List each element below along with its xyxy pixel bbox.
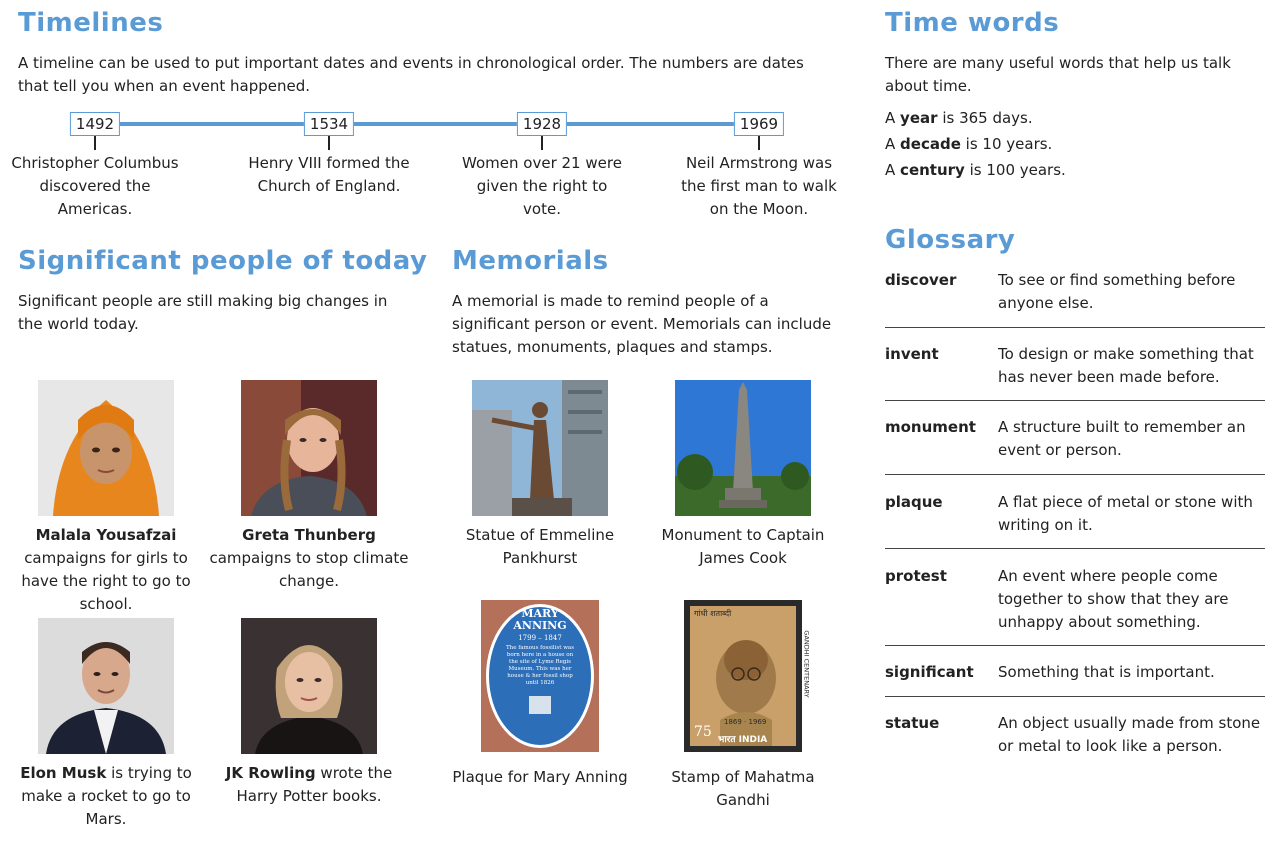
- person-caption: Elon Musk is trying to make a rocket to go to Mars.: [20, 764, 192, 828]
- timeline-tick: [758, 136, 760, 150]
- memorial-card-monument: [643, 380, 843, 570]
- timelines-heading: Timelines: [18, 8, 164, 38]
- time-word-century: A century is 100 years.: [885, 161, 1066, 179]
- glossary-term: protest: [885, 567, 947, 585]
- glossary-divider: [885, 474, 1265, 475]
- jk-rowling-photo: [241, 618, 377, 754]
- elon-photo: [38, 618, 174, 754]
- glossary-term: invent: [885, 345, 939, 363]
- glossary-divider: [885, 400, 1265, 401]
- glossary-term: monument: [885, 418, 976, 436]
- person-card-elon: [6, 618, 206, 831]
- memorial-card-stamp: [643, 600, 843, 812]
- time-word-year: A year is 365 days.: [885, 109, 1033, 127]
- person-caption: Malala Yousafzai campaigns for girls to have the right to go to school.: [21, 526, 191, 613]
- glossary-entry: [885, 343, 1265, 389]
- statue-photo: [472, 380, 608, 516]
- plaque-name: MARY ANNING: [513, 607, 567, 632]
- time-words-heading: Time words: [885, 8, 1060, 38]
- glossary-definition: To see or find something before anyone else.: [998, 271, 1236, 312]
- memorial-caption: Plaque for Mary Anning: [452, 768, 628, 786]
- person-caption: JK Rowling wrote the Harry Potter books.: [225, 764, 393, 805]
- plaque-photo: [481, 600, 599, 752]
- glossary-heading: Glossary: [885, 225, 1016, 255]
- glossary-entry: [885, 661, 1265, 684]
- glossary-entry: [885, 565, 1265, 634]
- person-card-malala: [6, 380, 206, 616]
- stamp-years: 1869 · 1969: [724, 718, 767, 726]
- timeline-line: [96, 122, 760, 126]
- person-caption: Greta Thunberg campaigns to stop climate change.: [209, 526, 409, 590]
- timeline-event-text: Henry VIII formed the Church of England.: [248, 154, 410, 195]
- timeline-year: 1928: [517, 112, 567, 136]
- glossary-divider: [885, 548, 1265, 549]
- person-card-jk-rowling: [209, 618, 409, 808]
- glossary-entry: [885, 491, 1265, 537]
- timeline-event-text: Neil Armstrong was the first man to walk on the Moon.: [681, 154, 837, 218]
- glossary-entry: [885, 269, 1265, 315]
- glossary-term: discover: [885, 271, 957, 289]
- plaque-body: The famous fossilist was born here in a house on the site of Lyme Regis Museum. This was her house & her fossil shop until 1826: [505, 645, 575, 686]
- timeline-event-text: Women over 21 were given the right to vote.: [462, 154, 622, 218]
- timeline-year: 1534: [304, 112, 354, 136]
- glossary-divider: [885, 327, 1265, 328]
- glossary-term: statue: [885, 714, 940, 732]
- malala-photo: [38, 380, 174, 516]
- significant-people-intro: Significant people are still making big changes in the world today.: [18, 292, 388, 333]
- timeline-event-text: Christopher Columbus discovered the Americas.: [11, 154, 179, 218]
- time-word-decade: A decade is 10 years.: [885, 135, 1053, 153]
- timeline-year: 1492: [70, 112, 120, 136]
- plaque-dates: 1799 – 1847: [518, 634, 562, 642]
- glossary-term: plaque: [885, 493, 943, 511]
- timelines-intro: A timeline can be used to put important dates and events in chronological order. The numbers are dates that tell you when an event happened.: [18, 54, 804, 95]
- timeline-year: 1969: [734, 112, 784, 136]
- memorial-card-plaque: [440, 600, 640, 789]
- glossary-definition: A structure built to remember an event or person.: [998, 418, 1246, 459]
- time-words-intro: There are many useful words that help us talk about time.: [885, 54, 1231, 95]
- stamp-country: भारत INDIA: [718, 735, 768, 745]
- significant-people-heading: Significant people of today: [18, 246, 428, 276]
- stamp-top-text: गांधी शताब्दी: [694, 609, 732, 618]
- glossary-definition: Something that is important.: [998, 663, 1215, 681]
- glossary-term: significant: [885, 663, 974, 681]
- stamp-value: 75: [694, 724, 712, 740]
- timeline-tick: [94, 136, 96, 150]
- glossary-definition: An event where people come together to show that they are unhappy about something.: [998, 567, 1229, 631]
- glossary-definition: An object usually made from stone or metal to look like a person.: [998, 714, 1261, 755]
- memorial-caption: Statue of Emmeline Pankhurst: [465, 526, 615, 567]
- timeline-tick: [328, 136, 330, 150]
- memorial-caption: Monument to Captain James Cook: [661, 526, 825, 567]
- memorial-caption: Stamp of Mahatma Gandhi: [671, 768, 815, 809]
- glossary-divider: [885, 645, 1265, 646]
- greta-photo: [241, 380, 377, 516]
- memorial-card-statue: [440, 380, 640, 570]
- glossary-entry: [885, 712, 1265, 758]
- memorials-heading: Memorials: [452, 246, 609, 276]
- stamp-photo: [684, 600, 811, 752]
- glossary-definition: A flat piece of metal or stone with writing on it.: [998, 493, 1253, 534]
- glossary-divider: [885, 696, 1265, 697]
- glossary-definition: To design or make something that has never been made before.: [998, 345, 1254, 386]
- person-card-greta: [209, 380, 409, 593]
- glossary-entry: [885, 416, 1265, 462]
- timeline-tick: [541, 136, 543, 150]
- memorials-intro: A memorial is made to remind people of a significant person or event. Memorials can include statues, monuments, plaques and stamps.: [452, 292, 832, 356]
- stamp-side-text: GANDHI CENTENARY: [802, 630, 811, 698]
- monument-photo: [675, 380, 811, 516]
